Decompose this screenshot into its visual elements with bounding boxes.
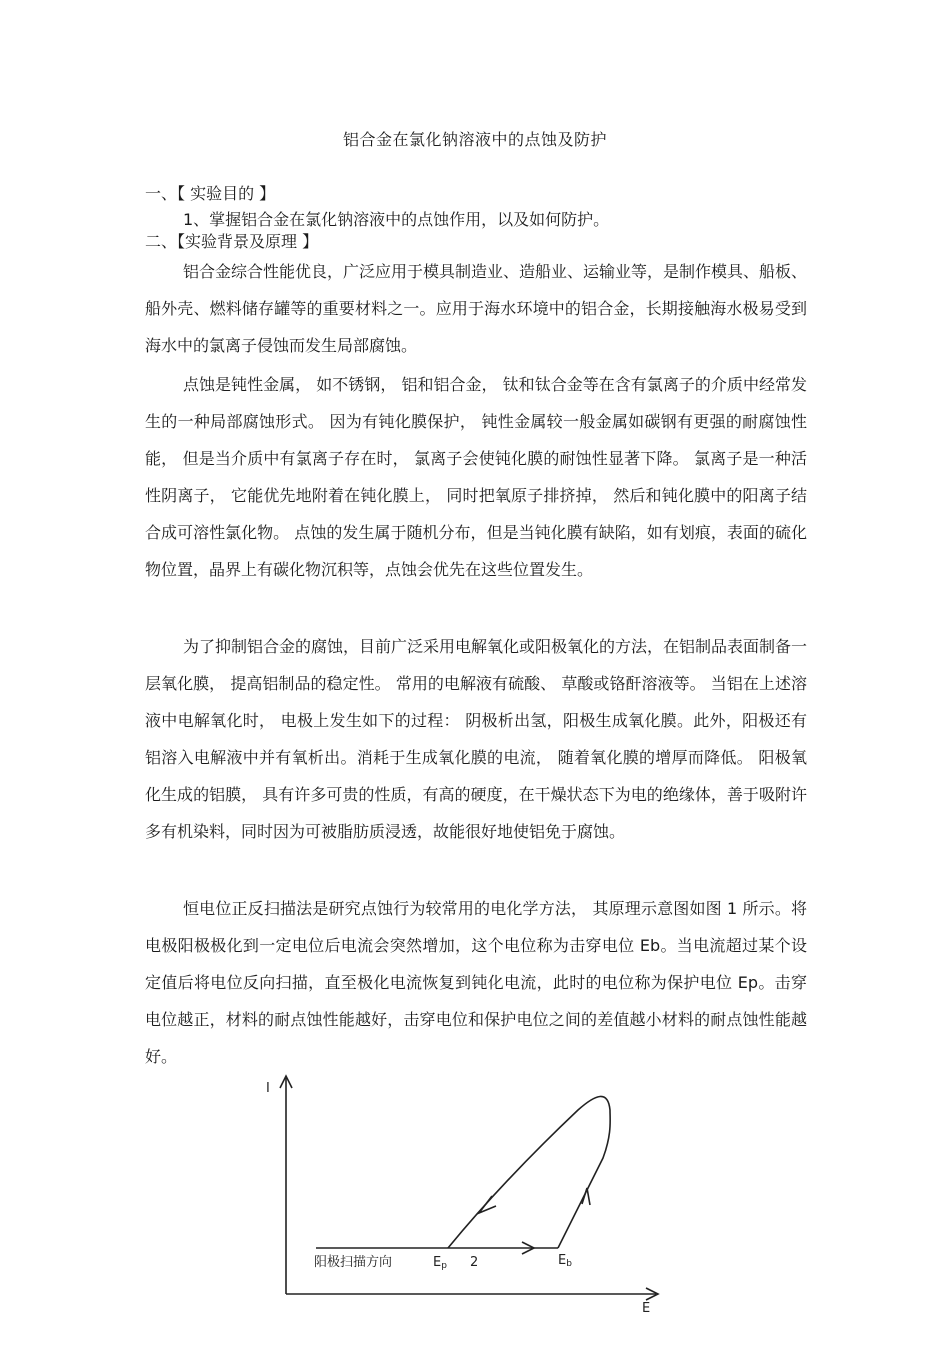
eb-label bbox=[558, 1253, 572, 1269]
polarization-diagram bbox=[240, 1072, 680, 1322]
document-title: 铝合金在氯化钠溶液中的点蚀及防护 bbox=[342, 130, 607, 149]
section-heading-background: 二、【实验背景及原理 】 bbox=[145, 232, 319, 251]
polarization-diagram-svg bbox=[240, 1072, 680, 1322]
scan-direction-label: 阳极扫描方向 bbox=[314, 1255, 393, 1270]
hysteresis-loop-curve bbox=[448, 1096, 610, 1248]
paragraph-pitting: 点蚀是钝性金属， 如不锈钢， 铝和铝合金， 钛和钛合金等在含有氯离子的介质中经常发生的一种局部腐蚀形式。 因为有钝化膜保护， 钝性金属较一般金属如碳钢有更强的耐腐蚀性能， 但是当介质中有氯离子存在时， 氯离子会使钝化膜的耐蚀性显著下降。 氯离子是一种活性阴离子， 它能优先地附着在钝化膜上， 同时把氧原子排挤掉， 然后和钝化膜中的阳离子结合成可溶性氯化物。 点蚀的发生属于随机分布，但是当钝化膜有缺陷，如有划痕，表面的硫化物位置，晶界上有碳化物沉积等，点蚀会优先在这些位置发生。 bbox=[145, 375, 807, 579]
reverse-scan-arrow-icon bbox=[479, 1196, 496, 1213]
region-label: 2 bbox=[470, 1255, 479, 1270]
y-axis-label: I bbox=[266, 1081, 270, 1096]
paragraph-anodizing: 为了抑制铝合金的腐蚀，目前广泛采用电解氧化或阳极氧化的方法，在铝制品表面制备一层氧化膜， 提高铝制品的稳定性。 常用的电解液有硫酸、 草酸或铬酐溶液等。 当铝在上述溶液中电解氧化时， 电极上发生如下的过程： 阴极析出氢，阳极生成氧化膜。此外，阳极还有铝溶入电解液中并有氧析出。消耗于生成氧化膜的电流， 随着氧化膜的增厚而降低。 阳极氧化生成的铝膜， 具有许多可贵的性质，有高的硬度，在干燥状态下为电的绝缘体，善于吸附许多有机染料，同时因为可被脂肪质浸透，故能很好地使铝免于腐蚀。 bbox=[145, 637, 808, 841]
ep-label-main: E bbox=[433, 1255, 442, 1270]
purpose-item-1: 1、掌握铝合金在氯化钠溶液中的点蚀作用，以及如何防护。 bbox=[183, 210, 610, 229]
ep-label-sub: p bbox=[441, 1261, 447, 1271]
x-axis-label: E bbox=[642, 1301, 651, 1316]
paragraph-alloy-intro: 铝合金综合性能优良，广泛应用于模具制造业、造船业、运输业等，是制作模具、船板、船外壳、燃料储存罐等的重要材料之一。应用于海水环境中的铝合金，长期接触海水极易受到海水中的氯离子侵蚀而发生局部腐蚀。 bbox=[145, 262, 808, 355]
section-heading-purpose: 一、【 实验目的 】 bbox=[145, 184, 276, 203]
eb-label-main: E bbox=[558, 1253, 567, 1268]
eb-label-sub: b bbox=[566, 1259, 572, 1269]
ep-label bbox=[433, 1255, 447, 1271]
paragraph-scan-method: 恒电位正反扫描法是研究点蚀行为较常用的电化学方法， 其原理示意图如图 1 所示。将电极阳极极化到一定电位后电流会突然增加，这个电位称为击穿电位 Eb。当电流超过某个设定值后将电位反向扫描，直至极化电流恢复到钝化电流，此时的电位称为保护电位 Ep。击穿电位越正，材料的耐点蚀性能越好，击穿电位和保护电位之间的差值越小材料的耐点蚀性能越好。 bbox=[145, 899, 807, 1066]
